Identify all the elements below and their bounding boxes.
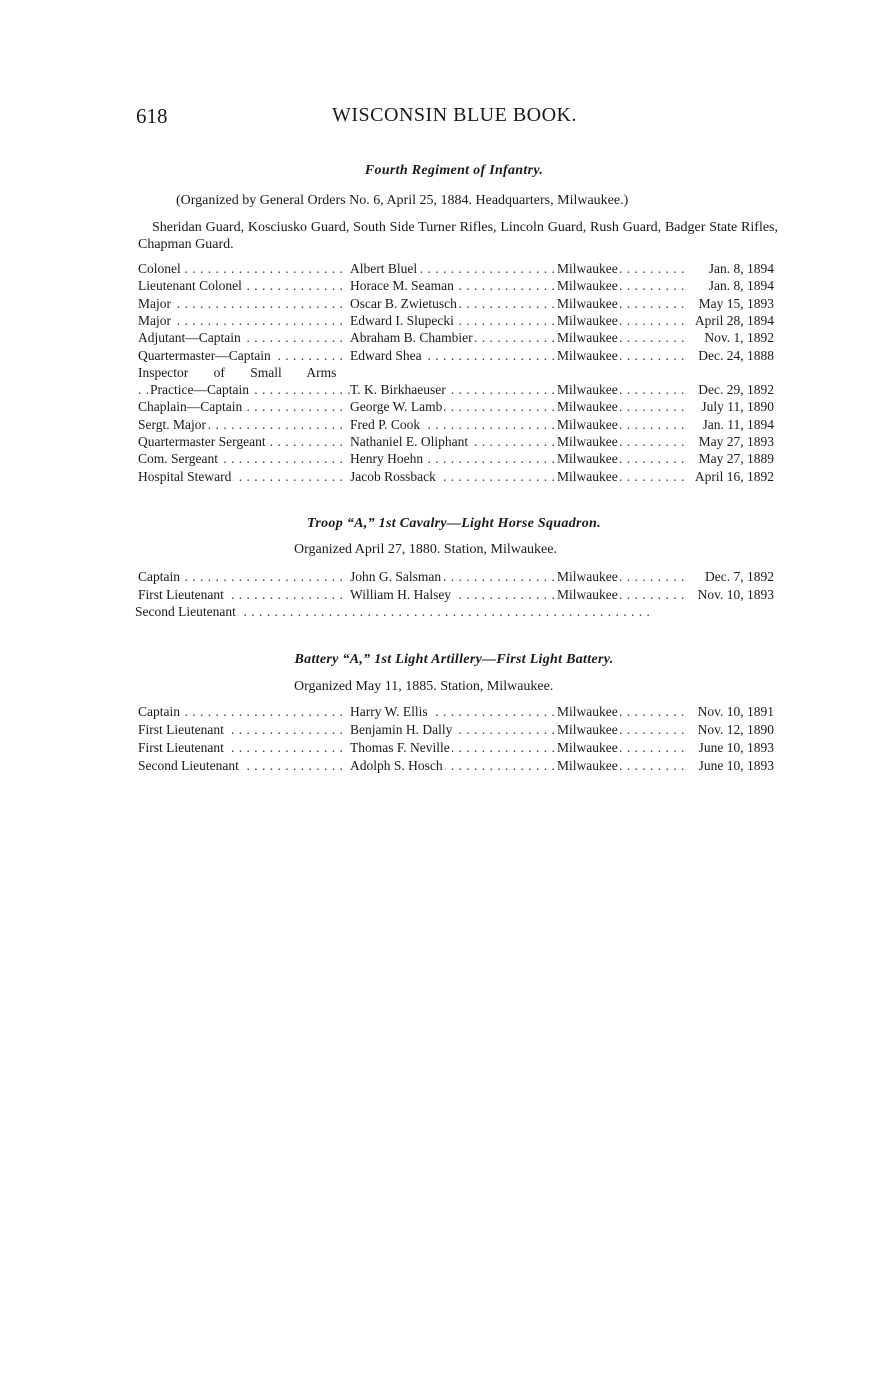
- officer-station: [557, 295, 687, 312]
- table-row: [0, 721, 869, 738]
- officer-title: [138, 450, 346, 467]
- officer-name-text: John G. Salsman: [350, 569, 442, 584]
- officer-name-text: Henry Hoehn: [350, 451, 424, 467]
- officer-title: [138, 295, 346, 312]
- table-row: [0, 433, 869, 450]
- officer-name: [350, 739, 554, 756]
- fourth-regiment-companies: Sheridan Guard, Kosciusko Guard, South Side Turner Rifles, Lincoln Guard, Rush Guard, Badger State Rifles, Chapman Guard.: [138, 220, 778, 252]
- officer-station-text: Milwaukee: [557, 704, 618, 719]
- commission-date: [688, 703, 776, 720]
- commission-date-text: June 10, 1893: [698, 740, 774, 755]
- table-row: [0, 468, 869, 485]
- officer-title-text: Quartermaster Sergeant: [138, 434, 266, 449]
- officer-title: [138, 260, 346, 277]
- battery-a-title: Battery “A,” 1st Light Artillery—First Light Battery.: [294, 652, 614, 667]
- fourth-regiment-organized: (Organized by General Orders No. 6, April 25, 1884. Headquarters, Milwaukee.): [176, 193, 629, 208]
- officer-title-text: Hospital Steward: [138, 468, 232, 484]
- officer-title-text: Second Lieutenant: [138, 758, 239, 773]
- page-header: [136, 104, 776, 134]
- officer-name: [350, 312, 554, 329]
- officer-station-text: Milwaukee: [557, 382, 618, 398]
- officer-title: [138, 568, 346, 585]
- fourth-regiment-title: Fourth Regiment of Infantry.: [364, 163, 544, 178]
- officer-name-text: T. K. Birkhaeuser: [350, 382, 446, 398]
- officer-title-text: Lieutenant Colonel: [138, 278, 242, 294]
- officer-name: [350, 450, 554, 467]
- officer-station: [557, 312, 687, 329]
- officer-name: [350, 468, 554, 485]
- commission-date: [688, 757, 776, 774]
- officer-title-text: Com. Sergeant: [138, 451, 218, 467]
- table-row: [0, 586, 869, 603]
- officer-name-text: Benjamin H. Dally: [350, 722, 453, 737]
- table-row: [0, 295, 869, 312]
- commission-date-text: May 27, 1889: [698, 451, 774, 467]
- officer-station-text: Milwaukee: [557, 330, 618, 346]
- table-row: [0, 260, 869, 277]
- commission-date-text: April 28, 1894: [694, 312, 774, 328]
- officer-title-text: Captain: [138, 569, 180, 584]
- officer-name-text: George W. Lamb: [350, 399, 443, 415]
- officer-station-text: Milwaukee: [557, 278, 618, 294]
- commission-date-text: Nov. 1, 1892: [704, 330, 774, 346]
- officer-station-text: Milwaukee: [557, 569, 618, 584]
- commission-date: [688, 450, 776, 467]
- table-row: [0, 739, 869, 756]
- table-row: [0, 277, 869, 294]
- table-row: [0, 312, 869, 329]
- officer-title: [138, 586, 346, 603]
- commission-date: [688, 416, 776, 433]
- table-row: [0, 703, 869, 720]
- commission-date-text: Dec. 7, 1892: [705, 569, 774, 584]
- officer-name-text: Thomas F. Neville: [350, 740, 450, 755]
- officer-name: [350, 757, 554, 774]
- officer-title-text: Sergt. Major: [138, 416, 206, 432]
- commission-date: [688, 739, 776, 756]
- officer-station-text: Milwaukee: [557, 261, 618, 276]
- table-row: [0, 398, 869, 415]
- officer-station: [557, 568, 687, 585]
- officer-title: [138, 329, 346, 346]
- officer-station: [557, 381, 687, 398]
- officer-title: [138, 757, 346, 774]
- officer-station: [557, 347, 687, 364]
- officer-name-text: Oscar B. Zwietusch: [350, 295, 457, 311]
- officer-title-text: First Lieutenant: [138, 586, 224, 602]
- commission-date: [688, 433, 776, 450]
- commission-date-text: May 27, 1893: [698, 434, 774, 449]
- officer-name-text: Abraham B. Chambier: [350, 330, 473, 346]
- commission-date-text: Nov. 10, 1893: [697, 586, 774, 602]
- table-row: [0, 347, 869, 364]
- officer-station: [557, 703, 687, 720]
- officer-station: [557, 277, 687, 294]
- troop-a-organized: Organized April 27, 1880. Station, Milwaukee.: [294, 542, 557, 557]
- officer-name-text: Albert Bluel: [350, 261, 418, 276]
- officer-title: [138, 381, 358, 398]
- officer-station: [557, 739, 687, 756]
- officer-title-text: Major: [138, 295, 171, 311]
- table-row: [0, 416, 869, 433]
- officer-name: [350, 295, 554, 312]
- officer-station: [557, 398, 687, 415]
- commission-date-text: Nov. 10, 1891: [697, 704, 774, 719]
- page-number: 618: [136, 104, 168, 128]
- officer-name-text: Jacob Rossback: [350, 468, 436, 484]
- table-row: [0, 603, 869, 620]
- commission-date-text: Jan. 8, 1894: [708, 261, 774, 276]
- officer-name-text: Edward I. Slupecki: [350, 312, 454, 328]
- officer-name: [350, 568, 554, 585]
- officer-title: [135, 603, 775, 620]
- officer-title-text: Quartermaster—Captain: [138, 347, 271, 363]
- officer-name-text: Nathaniel E. Oliphant: [350, 434, 469, 449]
- commission-date: [688, 312, 776, 329]
- officer-station: [557, 721, 687, 738]
- officer-station-text: Milwaukee: [557, 399, 618, 415]
- commission-date: [688, 398, 776, 415]
- officer-name: [350, 329, 554, 346]
- commission-date: [688, 568, 776, 585]
- officer-name: [350, 721, 554, 738]
- officer-name: [350, 416, 554, 433]
- commission-date: [688, 468, 776, 485]
- commission-date: [688, 586, 776, 603]
- commission-date: [688, 295, 776, 312]
- officer-station-text: Milwaukee: [557, 468, 618, 484]
- commission-date: [688, 347, 776, 364]
- officer-title-line1: Inspector of Small Arms: [138, 364, 337, 380]
- officer-title-text: Major: [138, 312, 171, 328]
- running-title: WISCONSIN BLUE BOOK.: [332, 104, 577, 126]
- officer-station: [557, 468, 687, 485]
- officer-name-text: Harry W. Ellis: [350, 704, 428, 719]
- officer-name: [350, 433, 554, 450]
- officer-station-text: Milwaukee: [557, 722, 618, 737]
- officer-station-text: Milwaukee: [557, 451, 618, 467]
- officer-station-text: Milwaukee: [557, 347, 618, 363]
- officer-station: [557, 586, 687, 603]
- officer-station: [557, 433, 687, 450]
- officer-station-text: Milwaukee: [557, 434, 618, 449]
- commission-date-text: Nov. 12, 1890: [697, 722, 774, 737]
- commission-date: [688, 721, 776, 738]
- officer-title-text: Captain: [138, 704, 180, 719]
- commission-date-text: June 10, 1893: [698, 758, 774, 773]
- officer-station-text: Milwaukee: [557, 416, 618, 432]
- officer-title: [138, 347, 346, 364]
- officer-title-text: Colonel: [138, 261, 181, 276]
- officer-title: [138, 739, 346, 756]
- officer-title: [138, 312, 346, 329]
- officer-station-text: Milwaukee: [557, 586, 618, 602]
- officer-name: [350, 398, 554, 415]
- table-row: [0, 450, 869, 467]
- commission-date-text: Dec. 24, 1888: [698, 347, 774, 363]
- officer-name: [350, 703, 554, 720]
- officer-title: [138, 398, 346, 415]
- officer-station-text: Milwaukee: [557, 295, 618, 311]
- commission-date: [688, 277, 776, 294]
- commission-date: [688, 329, 776, 346]
- commission-date-text: Jan. 11, 1894: [702, 416, 774, 432]
- officer-station-text: Milwaukee: [557, 312, 618, 328]
- officer-name: [350, 260, 554, 277]
- officer-station: [557, 757, 687, 774]
- officer-title: [138, 416, 346, 433]
- commission-date-text: July 11, 1890: [701, 399, 774, 415]
- commission-date-text: April 16, 1892: [694, 468, 774, 484]
- officer-name-text: Fred P. Cook: [350, 416, 421, 432]
- officer-station-text: Milwaukee: [557, 740, 618, 755]
- officer-name: [350, 347, 554, 364]
- table-row-title-continuation: [0, 364, 869, 381]
- commission-date-text: Dec. 29, 1892: [698, 382, 774, 398]
- officer-name-text: William H. Halsey: [350, 586, 452, 602]
- officer-station: [557, 329, 687, 346]
- table-row: [0, 329, 869, 346]
- officer-name-text: Horace M. Seaman: [350, 278, 454, 294]
- officer-title-text: Adjutant—Captain: [138, 330, 241, 346]
- officer-title-text: First Lieutenant: [138, 722, 224, 737]
- officer-station: [557, 260, 687, 277]
- table-row: [0, 568, 869, 585]
- officer-title-text: First Lieutenant: [138, 740, 224, 755]
- officer-title: [138, 277, 346, 294]
- troop-a-title: Troop “A,” 1st Cavalry—Light Horse Squadron.: [307, 516, 601, 531]
- officer-name: [350, 586, 554, 603]
- commission-date: [688, 381, 776, 398]
- officer-title-text: Second Lieutenant: [135, 604, 236, 619]
- commission-date-text: May 15, 1893: [698, 295, 774, 311]
- officer-station: [557, 450, 687, 467]
- battery-a-organized: Organized May 11, 1885. Station, Milwaukee.: [294, 679, 554, 694]
- commission-date: [688, 260, 776, 277]
- officer-name: [350, 381, 554, 398]
- officer-station: [557, 416, 687, 433]
- commission-date-text: Jan. 8, 1894: [708, 278, 774, 294]
- officer-name-text: Edward Shea: [350, 347, 422, 363]
- officer-title: [138, 433, 346, 450]
- officer-title-text: Chaplain—Captain: [138, 399, 243, 415]
- officer-name-text: Adolph S. Hosch: [350, 758, 443, 773]
- table-row: [0, 757, 869, 774]
- officer-title: [138, 703, 346, 720]
- officer-title: [138, 468, 346, 485]
- officer-title-text: Practice—Captain: [150, 382, 249, 398]
- table-row: [0, 381, 869, 398]
- officer-station-text: Milwaukee: [557, 758, 618, 773]
- officer-title: [138, 721, 346, 738]
- officer-name: [350, 277, 554, 294]
